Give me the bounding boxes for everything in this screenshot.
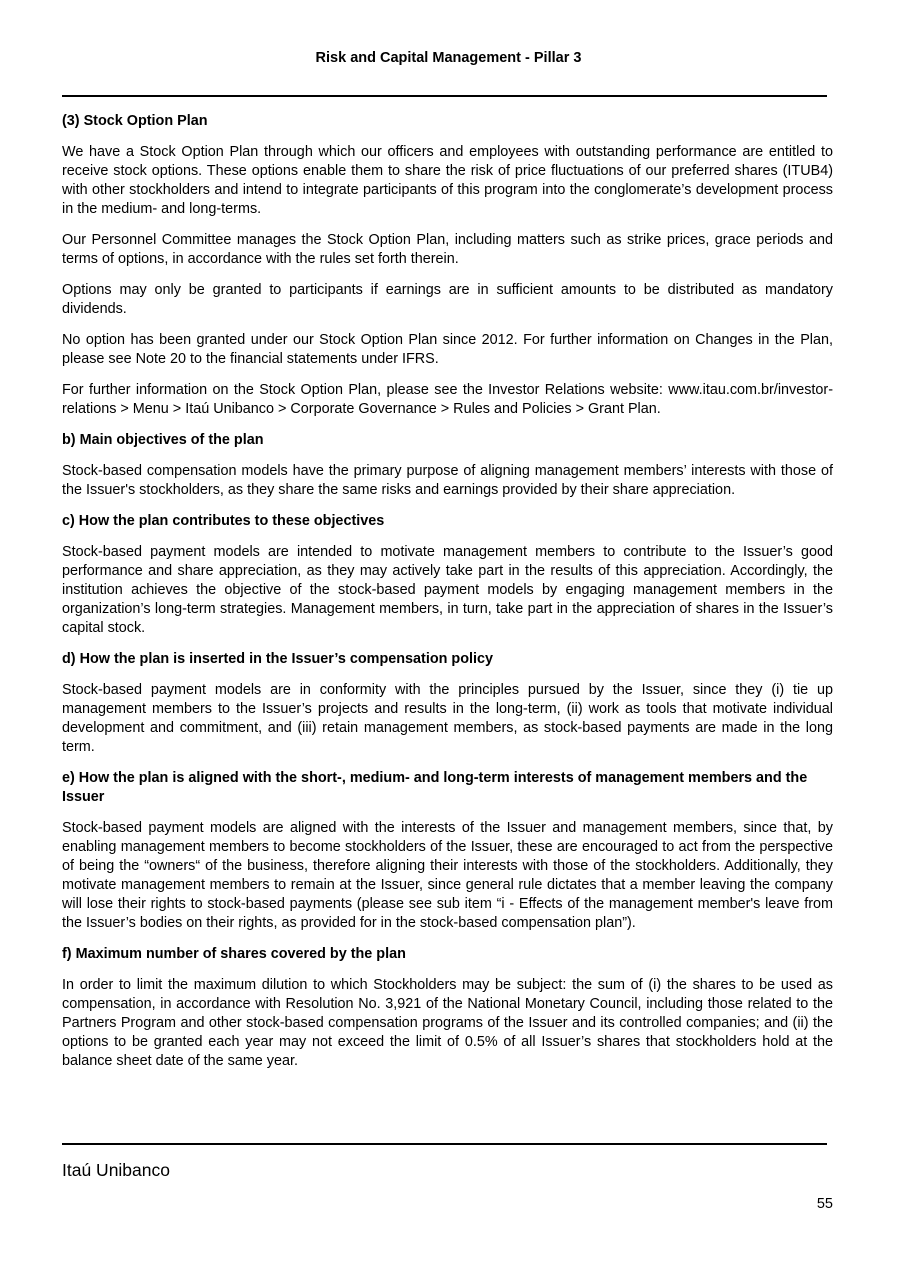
paragraph: Stock-based compensation models have the primary purpose of aligning management members’ interests with those of the Issuer's stockholders, as they share the same risks and earnings provided by their share appreciation. — [62, 463, 833, 498]
page-header-title: Risk and Capital Management - Pillar 3 — [315, 50, 582, 66]
footer-rule — [62, 1143, 827, 1145]
paragraph: Our Personnel Committee manages the Stock Option Plan, including matters such as strike prices, grace periods and terms of options, in accordance with the rules set forth therein. — [62, 232, 833, 267]
paragraph: Stock-based payment models are aligned with the interests of the Issuer and management members, since that, by enabling management members to become stockholders of the Issuer, these are encouraged to act from the perspective of being the “owners“ of the business, therefore aligning their interests with those of the stockholders. Additionally, they motivate management members to remain at the Issuer, since general rule dictates that a member leaving the company will lose their rights to stock-based payments (please see sub item “i - Effects of the management member's leave from the Issuer’s bodies on their rights, as provided for in the stock-based compensation plan”). — [62, 820, 833, 931]
paragraph: No option has been granted under our Stock Option Plan since 2012. For further information on Changes in the Plan, please see Note 20 to the financial statements under IFRS. — [62, 332, 833, 367]
paragraph: In order to limit the maximum dilution to which Stockholders may be subject: the sum of (i) the shares to be used as compensation, in accordance with Resolution No. 3,921 of the National Monetary Council, including those related to the Partners Program and other stock-based compensation programs of the Issuer and its controlled companies; and (ii) the options to be granted each year may not exceed the limit of 0.5% of all Issuer’s shares that stockholders hold at the balance sheet date of the same year. — [62, 977, 833, 1069]
page-number: 55 — [816, 1196, 833, 1212]
section-heading: c) How the plan contributes to these objectives — [62, 513, 385, 529]
paragraph: For further information on the Stock Option Plan, please see the Investor Relations website: www.itau.com.br/investor-relations > Menu > Itaú Unibanco > Corporate Governance > Rules and Policies > Grant Plan. — [62, 382, 833, 417]
header-rule — [62, 95, 827, 97]
section-heading: e) How the plan is aligned with the short-, medium- and long-term interests of management members and the Issuer — [62, 770, 808, 805]
section-heading: (3) Stock Option Plan — [62, 113, 208, 129]
footer-brand: Itaú Unibanco — [62, 1160, 170, 1180]
section-heading: d) How the plan is inserted in the Issuer’s compensation policy — [62, 651, 494, 667]
paragraph: We have a Stock Option Plan through which our officers and employees with outstanding performance are entitled to receive stock options. These options enable them to share the risk of price fluctuations of our preferred shares (ITUB4) with other stockholders and intend to integrate participants of this program into the conglomerate’s development process in the medium- and long-terms. — [62, 144, 833, 217]
section-heading: f) Maximum number of shares covered by the plan — [62, 946, 406, 962]
paragraph: Options may only be granted to participants if earnings are in sufficient amounts to be distributed as mandatory dividends. — [62, 282, 833, 317]
paragraph: Stock-based payment models are intended to motivate management members to contribute to the Issuer’s good performance and share appreciation, as they may actively take part in the results of this appreciation. Accordingly, the institution achieves the objective of the stock-based payment models by engaging management members in the organization’s long-term strategies. Management members, in turn, take part in the appreciation of shares in the Issuer’s capital stock. — [62, 544, 833, 636]
section-heading: b) Main objectives of the plan — [62, 432, 264, 448]
paragraph: Stock-based payment models are in conformity with the principles pursued by the Issuer, since they (i) tie up management members to the Issuer’s projects and results in the long-term, (ii) work as tools that motivate individual development and commitment, and (iii) retain management members, as stock-based payments are made in the long term. — [62, 682, 833, 755]
document-body — [62, 112, 833, 1083]
